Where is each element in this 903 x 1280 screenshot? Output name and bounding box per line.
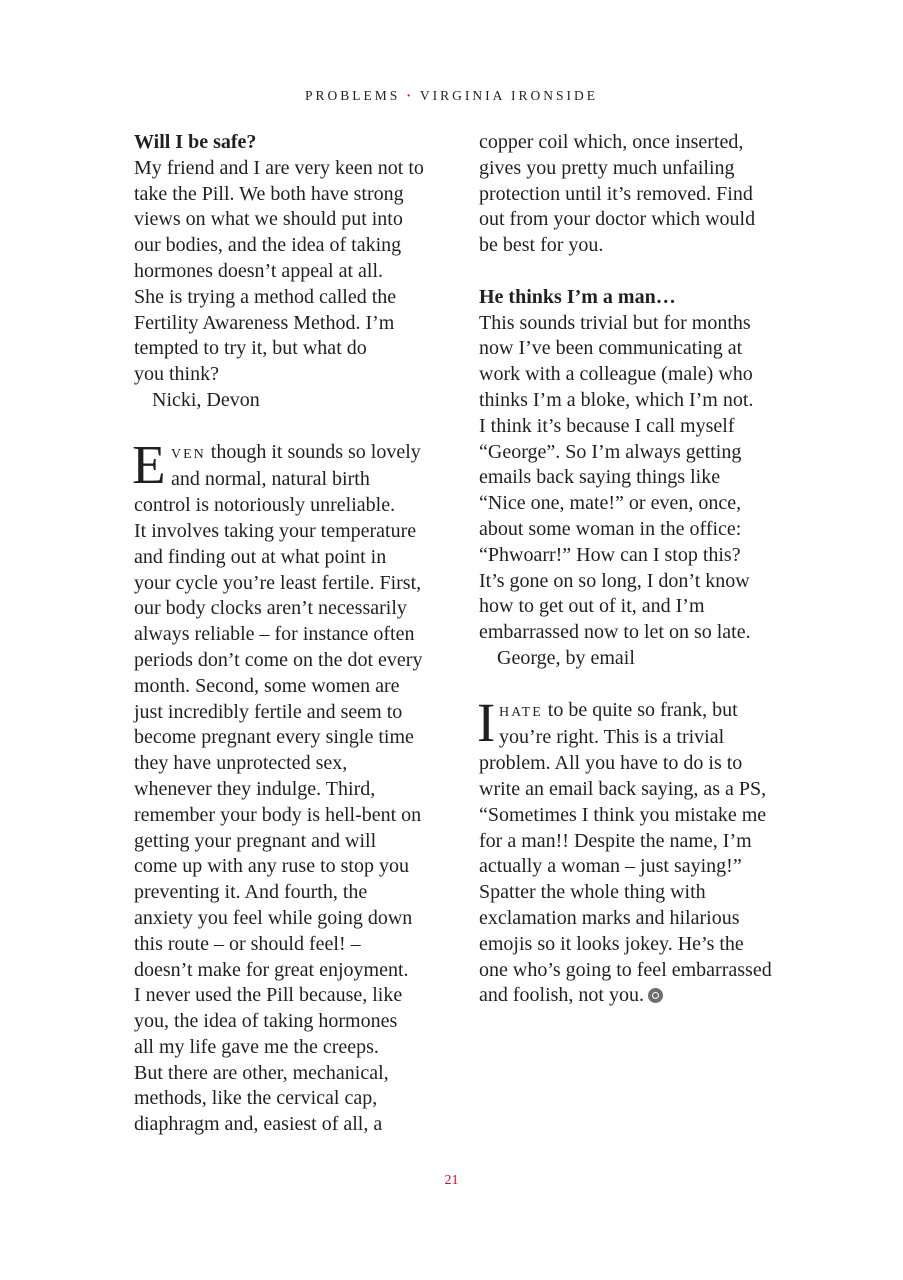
text-line: hormones doesn’t appeal at all. [134, 259, 384, 282]
text-line: “Nice one, mate!” or even, once, [479, 492, 742, 515]
text-line: It involves taking your temperature [134, 519, 417, 542]
text-line: Spatter the whole thing with [479, 881, 706, 904]
text-line: But there are other, mechanical, [134, 1061, 389, 1084]
text-line: I never used the Pill because, like [134, 984, 403, 1007]
text-line: now I’ve been communicating at [479, 337, 743, 360]
text-line: you think? [134, 363, 219, 386]
text-line: our body clocks aren’t necessarily [134, 597, 407, 620]
text-line: always reliable – for instance often [134, 623, 415, 646]
text-line: actually a woman – just saying!” [479, 855, 742, 878]
text-line: methods, like the cervical cap, [134, 1087, 378, 1110]
text-line: tempted to try it, but what do [134, 337, 367, 360]
drop-cap: I [477, 691, 496, 753]
text-line: emails back saying things like [479, 466, 721, 489]
text-line: you’re right. This is a trivial [499, 726, 725, 749]
text-line: and normal, natural birth [171, 468, 370, 491]
text-line: they have unprotected sex, [134, 752, 348, 775]
running-head [0, 87, 903, 105]
text-line: doesn’t make for great enjoyment. [134, 958, 409, 981]
text-line: your cycle you’re least fertile. First, [134, 571, 422, 594]
text-line: I think it’s because I call myself [479, 414, 735, 437]
question-1-signature: Nicki, Devon [152, 388, 260, 411]
text-line: “Phwoarr!” How can I stop this? [479, 543, 741, 566]
text-line: HATE to be quite so frank, but [499, 698, 738, 721]
text-line: be best for you. [479, 234, 604, 257]
text-line: It’s gone on so long, I don’t know [479, 569, 750, 592]
text-line: diaphragm and, easiest of all, a [134, 1113, 383, 1136]
answer-1-opening [132, 433, 459, 495]
end-of-article-mark-icon [648, 988, 663, 1003]
answer-2-opening [477, 691, 804, 753]
answer-2-body [479, 751, 804, 1009]
text-line: thinks I’m a bloke, which I’m not. [479, 388, 754, 411]
text-line: periods don’t come on the dot every [134, 648, 423, 671]
text-line: take the Pill. We both have strong [134, 182, 404, 205]
text-line: for a man!! Despite the name, I’m [479, 829, 752, 852]
left-column [134, 130, 459, 1138]
text-line: Fertility Awareness Method. I’m [134, 311, 395, 334]
small-caps-lead: VEN [171, 446, 206, 462]
text-line: remember your body is hell-bent on [134, 803, 422, 826]
text-line: “Sometimes I think you mistake me [479, 803, 767, 826]
text-line: this route – or should feel! – [134, 932, 361, 955]
text-line: embarrassed now to let on so late. [479, 621, 751, 644]
text-line: out from your doctor which would [479, 208, 756, 231]
text-line: exclamation marks and hilarious [479, 906, 740, 929]
text-line: control is notoriously unreliable. [134, 494, 396, 517]
text-line: My friend and I are very keen not to [134, 156, 424, 179]
answer-1-continued [479, 130, 804, 259]
text-line: you, the idea of taking hormones [134, 1010, 398, 1033]
text-line: whenever they indulge. Third, [134, 777, 376, 800]
text-line: problem. All you have to do is to [479, 752, 743, 775]
text-line: and finding out at what point in [134, 545, 387, 568]
text-line: one who’s going to feel embarrassed [479, 958, 772, 981]
text-line: protection until it’s removed. Find [479, 182, 753, 205]
text-line: views on what we should put into [134, 208, 403, 231]
text-line: come up with any ruse to stop you [134, 855, 409, 878]
text-line: emojis so it looks jokey. He’s the [479, 932, 744, 955]
header-separator: · [406, 88, 414, 103]
text-line: our bodies, and the idea of taking [134, 234, 402, 257]
text-line: This sounds trivial but for months [479, 311, 751, 334]
page-number: 21 [444, 1173, 459, 1188]
text-line: copper coil which, once inserted, [479, 131, 744, 153]
text-line: gives you pretty much unfailing [479, 156, 735, 179]
small-caps-lead: HATE [499, 704, 543, 720]
columnist-name: VIRGINIA IRONSIDE [419, 88, 598, 103]
text-line: “George”. So I’m always getting [479, 440, 742, 463]
text-line: VEN though it sounds so lovely [171, 440, 421, 463]
answer-1-body [134, 493, 459, 1138]
question-2-signature: George, by email [497, 646, 635, 669]
question-2-heading: He thinks I’m a man… [479, 285, 676, 308]
text-line: just incredibly fertile and seem to [134, 700, 403, 723]
text-line: write an email back saying, as a PS, [479, 777, 767, 800]
text-line: She is trying a method called the [134, 285, 397, 308]
text-line: all my life gave me the creeps. [134, 1035, 379, 1058]
text-line: become pregnant every single time [134, 726, 414, 749]
question-1-body [134, 156, 459, 388]
text-line: anxiety you feel while going down [134, 906, 413, 929]
drop-cap: E [132, 433, 166, 495]
question-2-body [479, 311, 804, 646]
text-line: and foolish, not you. [479, 983, 804, 1009]
text-line: month. Second, some women are [134, 674, 400, 697]
section-name: PROBLEMS [305, 88, 401, 103]
question-1-heading: Will I be safe? [134, 131, 257, 153]
text-line: preventing it. And fourth, the [134, 881, 368, 904]
right-column [479, 130, 804, 1009]
text-line: how to get out of it, and I’m [479, 595, 705, 618]
text-line: getting your pregnant and will [134, 829, 377, 852]
text-line: work with a colleague (male) who [479, 363, 753, 386]
text-line: about some woman in the office: [479, 517, 742, 540]
